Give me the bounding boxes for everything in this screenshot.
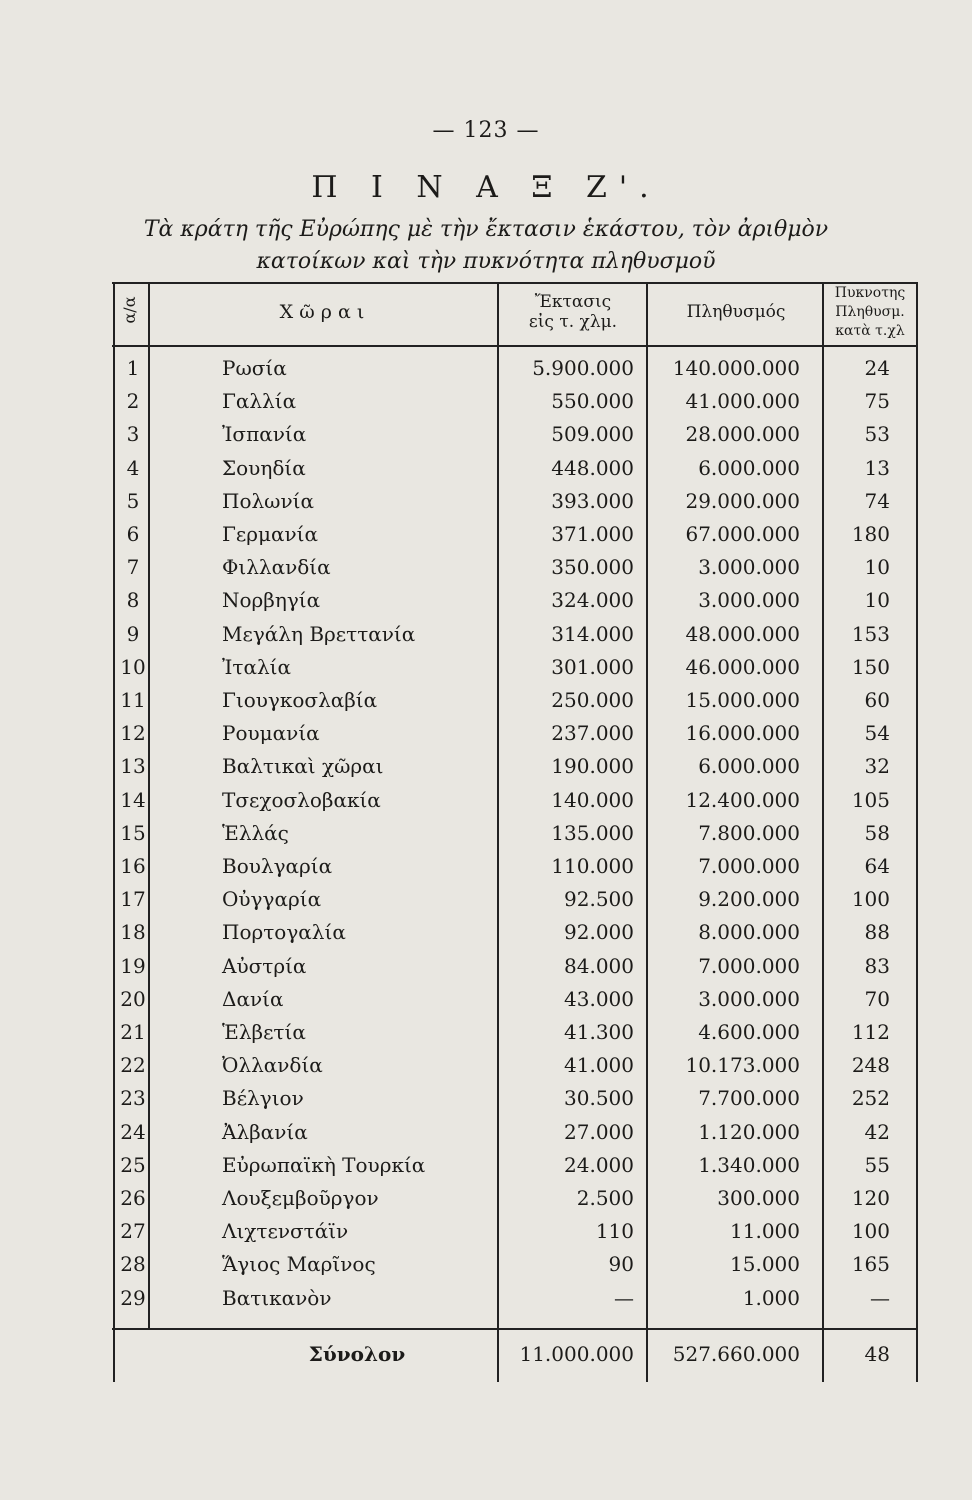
- row-population: 46.000.000: [685, 654, 800, 679]
- header-num: [120, 290, 140, 330]
- table-row: [0, 987, 972, 1020]
- row-density: 10: [864, 588, 890, 613]
- row-country: Αὐστρία: [222, 953, 307, 978]
- row-country: Σουηδία: [222, 455, 306, 480]
- row-population: 29.000.000: [685, 488, 800, 513]
- row-density: 120: [851, 1186, 890, 1210]
- row-country: Ἰταλία: [222, 654, 292, 679]
- row-number: 16: [120, 854, 146, 878]
- total-population: 527.660.000: [672, 1342, 800, 1366]
- row-density: 100: [851, 887, 890, 912]
- header-density: [824, 284, 916, 341]
- row-area: 24.000: [564, 1152, 634, 1177]
- row-country: Τσεχοσλοβακία: [222, 787, 381, 812]
- row-number: 1: [126, 356, 140, 380]
- row-area: 350.000: [551, 555, 634, 580]
- row-population: 15.000.000: [685, 688, 800, 712]
- row-area: 30.500: [564, 1086, 634, 1111]
- total-label: Σύνολον: [308, 1342, 406, 1366]
- row-number: 23: [120, 1086, 146, 1111]
- row-country: Γαλλία: [222, 389, 297, 414]
- row-density: 153: [851, 621, 890, 646]
- row-area: 90: [608, 1252, 634, 1277]
- row-area: 110: [595, 1219, 634, 1244]
- row-country: Πορτογαλία: [222, 920, 346, 945]
- row-area: 190.000: [551, 754, 634, 779]
- row-density: 88: [864, 920, 890, 945]
- row-area: 92.500: [564, 887, 634, 912]
- row-country: Γερμανία: [222, 522, 319, 546]
- row-population: 1.000: [742, 1285, 800, 1310]
- row-density: 105: [851, 787, 890, 812]
- row-population: 15.000: [730, 1252, 800, 1277]
- row-country: Εὐρωπαϊκὴ Τουρκία: [222, 1152, 426, 1177]
- subtitle-line-2: κατοίκων καὶ τὴν πυκνότητα πληθυσμοῦ: [256, 249, 716, 274]
- table-row: [0, 688, 972, 721]
- table-row: [0, 854, 972, 887]
- table-row: [0, 721, 972, 754]
- row-density: 180: [851, 522, 890, 546]
- row-density: 53: [864, 422, 890, 447]
- header-population-label: Πληθυσμός: [686, 302, 786, 322]
- table-row: [0, 1186, 972, 1219]
- row-number: 3: [126, 422, 140, 447]
- row-number: 6: [126, 522, 140, 546]
- row-country: Νορβηγία: [222, 588, 321, 613]
- row-area: 84.000: [564, 953, 634, 978]
- row-density: 150: [851, 654, 890, 679]
- total-top-rule: [112, 1328, 918, 1330]
- table-row: [0, 456, 972, 489]
- row-area: 135.000: [551, 820, 634, 845]
- header-density-line-3: κατὰ τ.χλ: [835, 323, 905, 339]
- row-country: Βατικανὸν: [222, 1285, 332, 1310]
- table-row: [0, 356, 972, 389]
- row-density: 112: [851, 1020, 890, 1044]
- table-row: [0, 1153, 972, 1186]
- row-country: Ἅγιος Μαρῖνος: [222, 1252, 376, 1277]
- row-area: 5.900.000: [532, 356, 634, 380]
- table-row: [0, 555, 972, 588]
- total-row: [0, 1342, 972, 1375]
- row-country: Βαλτικαὶ χῶραι: [222, 754, 384, 779]
- table-row: [0, 1020, 972, 1053]
- row-population: 3.000.000: [698, 588, 800, 613]
- row-area: —: [614, 1285, 634, 1310]
- row-area: 43.000: [564, 986, 634, 1011]
- row-number: 20: [120, 986, 146, 1011]
- row-density: 64: [864, 854, 890, 878]
- row-density: 55: [864, 1152, 890, 1177]
- row-number: 14: [120, 787, 146, 812]
- row-population: 4.600.000: [698, 1020, 800, 1044]
- row-area: 509.000: [551, 422, 634, 447]
- row-number: 13: [120, 754, 146, 779]
- row-area: 2.500: [576, 1186, 634, 1210]
- row-country: Ἑλβετία: [222, 1020, 306, 1044]
- row-number: 12: [120, 721, 146, 746]
- row-density: 42: [864, 1119, 890, 1144]
- table-row: [0, 887, 972, 920]
- row-density: 165: [851, 1252, 890, 1277]
- row-population: 140.000.000: [672, 356, 800, 380]
- row-country: Ἀλβανία: [222, 1119, 308, 1144]
- table-row: [0, 489, 972, 522]
- row-population: 3.000.000: [698, 986, 800, 1011]
- header-country: [222, 302, 422, 322]
- row-country: Πολωνία: [222, 488, 314, 513]
- row-number: 29: [120, 1285, 146, 1310]
- header-density-line-2: Πληθυσμ.: [835, 304, 905, 320]
- total-density: 48: [864, 1342, 890, 1366]
- row-area: 550.000: [551, 389, 634, 414]
- row-area: 41.000: [564, 1053, 634, 1078]
- header-country-label: Χ ῶ ρ α ι: [279, 301, 365, 323]
- row-area: 301.000: [551, 654, 634, 679]
- row-population: 28.000.000: [685, 422, 800, 447]
- row-population: 7.000.000: [698, 953, 800, 978]
- row-number: 21: [120, 1020, 146, 1044]
- row-density: 24: [864, 356, 890, 380]
- row-number: 2: [126, 389, 140, 414]
- row-country: Φιλλανδία: [222, 555, 331, 580]
- row-population: 7.000.000: [698, 854, 800, 878]
- row-number: 26: [120, 1186, 146, 1210]
- row-population: 48.000.000: [685, 621, 800, 646]
- row-number: 10: [120, 654, 146, 679]
- row-number: 17: [120, 887, 146, 912]
- row-density: 70: [864, 986, 890, 1011]
- row-area: 110.000: [551, 854, 634, 878]
- table-row: [0, 522, 972, 555]
- table-row: [0, 821, 972, 854]
- row-number: 8: [126, 588, 140, 613]
- row-country: Ρωσία: [222, 356, 287, 380]
- row-country: Λιχτενστάϊν: [222, 1219, 349, 1244]
- row-population: 12.400.000: [685, 787, 800, 812]
- table-row: [0, 1053, 972, 1086]
- table-row: [0, 1286, 972, 1319]
- table-row: [0, 588, 972, 621]
- row-country: Ρουμανία: [222, 721, 320, 746]
- header-density-line-1: Πυκνοτης: [834, 285, 906, 301]
- header-num-label: α/α: [120, 296, 139, 324]
- header-population: [650, 302, 822, 322]
- row-area: 371.000: [551, 522, 634, 546]
- row-area: 92.000: [564, 920, 634, 945]
- table-row: [0, 1120, 972, 1153]
- row-population: 1.340.000: [698, 1152, 800, 1177]
- table-row: [0, 1252, 972, 1285]
- row-country: Δανία: [222, 986, 284, 1011]
- row-population: 3.000.000: [698, 555, 800, 580]
- page-number: — 123 —: [432, 118, 540, 143]
- row-country: Ὀλλανδία: [222, 1053, 323, 1078]
- header-area-line-1: Ἔκτασις: [534, 292, 612, 312]
- table-top-rule: [112, 282, 918, 284]
- table-row: [0, 954, 972, 987]
- row-area: 237.000: [551, 721, 634, 746]
- row-country: Λουξεμβοῦργον: [222, 1186, 379, 1210]
- table-subtitle: [0, 214, 972, 278]
- row-country: Ἰσπανία: [222, 422, 307, 447]
- row-population: 8.000.000: [698, 920, 800, 945]
- row-country: Γιουγκοσλαβία: [222, 688, 378, 712]
- row-population: 1.120.000: [698, 1119, 800, 1144]
- header-area: [500, 292, 646, 332]
- row-area: 324.000: [551, 588, 634, 613]
- table-row: [0, 622, 972, 655]
- row-density: —: [870, 1285, 890, 1310]
- row-density: 100: [851, 1219, 890, 1244]
- row-population: 41.000.000: [685, 389, 800, 414]
- table-row: [0, 389, 972, 422]
- row-density: 32: [864, 754, 890, 779]
- row-area: 27.000: [564, 1119, 634, 1144]
- row-number: 22: [120, 1053, 146, 1078]
- table-title: Π Ι Ν Α Ξ Ζ'.: [311, 170, 661, 205]
- row-population: 6.000.000: [698, 754, 800, 779]
- row-number: 24: [120, 1119, 146, 1144]
- row-density: 60: [864, 688, 890, 712]
- row-area: 448.000: [551, 455, 634, 480]
- row-number: 19: [120, 953, 146, 978]
- row-number: 11: [120, 688, 146, 712]
- row-number: 7: [126, 555, 140, 580]
- row-population: 7.700.000: [698, 1086, 800, 1111]
- row-number: 27: [120, 1219, 146, 1244]
- table-row: [0, 1219, 972, 1252]
- table-row: [0, 788, 972, 821]
- table-row: [0, 655, 972, 688]
- row-area: 140.000: [551, 787, 634, 812]
- header-area-line-2: εἰς τ. χλμ.: [528, 312, 618, 332]
- row-country: Ἑλλάς: [222, 820, 289, 845]
- row-population: 16.000.000: [685, 721, 800, 746]
- row-population: 10.173.000: [685, 1053, 800, 1078]
- row-number: 28: [120, 1252, 146, 1277]
- row-number: 15: [120, 820, 146, 845]
- total-area: 11.000.000: [519, 1342, 634, 1366]
- row-number: 4: [126, 455, 140, 480]
- row-density: 54: [864, 721, 890, 746]
- row-area: 314.000: [551, 621, 634, 646]
- row-density: 252: [851, 1086, 890, 1111]
- row-density: 248: [851, 1053, 890, 1078]
- table-row: [0, 1086, 972, 1119]
- row-country: Μεγάλη Βρεττανία: [222, 621, 416, 646]
- row-density: 13: [864, 455, 890, 480]
- row-population: 6.000.000: [698, 455, 800, 480]
- row-density: 74: [864, 488, 890, 513]
- row-number: 18: [120, 920, 146, 945]
- row-number: 9: [126, 621, 140, 646]
- row-area: 393.000: [551, 488, 634, 513]
- row-population: 67.000.000: [685, 522, 800, 546]
- row-density: 83: [864, 953, 890, 978]
- row-population: 11.000: [730, 1219, 800, 1244]
- header-bottom-rule: [112, 345, 918, 347]
- row-population: 300.000: [717, 1186, 800, 1210]
- row-country: Οὐγγαρία: [222, 887, 322, 912]
- row-number: 25: [120, 1152, 146, 1177]
- row-area: 41.300: [564, 1020, 634, 1044]
- table-row: [0, 754, 972, 787]
- row-density: 58: [864, 820, 890, 845]
- row-density: 75: [864, 389, 890, 414]
- row-country: Βουλγαρία: [222, 854, 333, 878]
- row-population: 7.800.000: [698, 820, 800, 845]
- row-density: 10: [864, 555, 890, 580]
- subtitle-line-1: Τὰ κράτη τῆς Εὐρώπης μὲ τὴν ἔκτασιν ἑκάστου, τὸν ἀριθμὸν: [143, 217, 829, 242]
- row-area: 250.000: [551, 688, 634, 712]
- table-row: [0, 422, 972, 455]
- row-country: Βέλγιον: [222, 1086, 304, 1111]
- row-number: 5: [126, 488, 140, 513]
- row-population: 9.200.000: [698, 887, 800, 912]
- table-row: [0, 920, 972, 953]
